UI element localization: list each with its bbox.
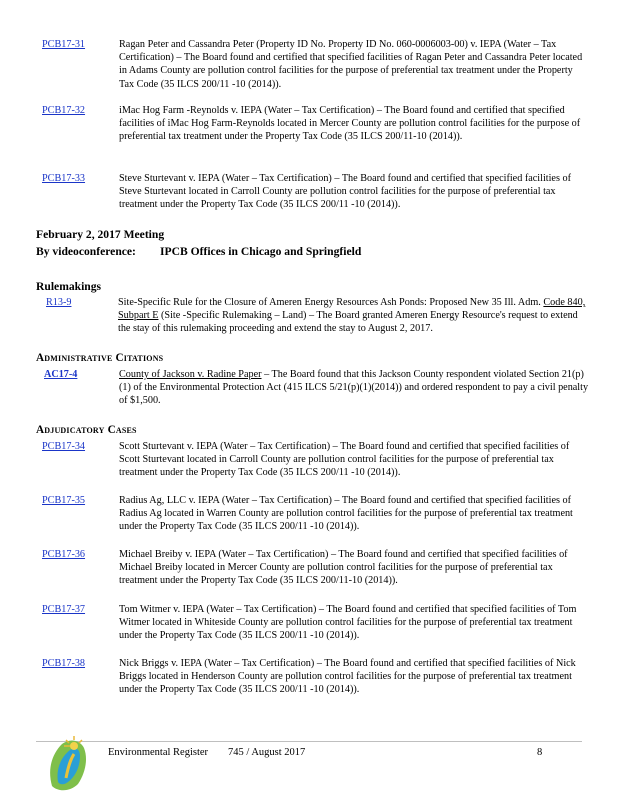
case-entry	[42, 440, 590, 480]
footer-divider	[36, 741, 582, 742]
citation-entry	[42, 368, 590, 408]
underlined-case-title: County of Jackson v. Radine Paper	[119, 369, 262, 380]
case-entry	[42, 657, 590, 697]
citation-description	[119, 368, 590, 408]
register-logo-icon	[44, 734, 94, 794]
case-number-link[interactable]: PCB17-31	[42, 39, 86, 50]
footer-title: Environmental Register	[108, 747, 209, 758]
case-description: Nick Briggs v. IEPA (Water – Tax Certification) – The Board found and certified that specified facilities of Nick Briggs located in Henderson County are pollution control facilities for the purpose of preferential tax treatment under the Property Tax Code (35 ILCS 200/11 -10 (2014)).	[119, 658, 576, 696]
meeting-location-line	[36, 244, 362, 260]
section-heading-adjudicatory: Adjudicatory Cases	[36, 424, 137, 436]
case-description: Radius Ag, LLC v. IEPA (Water – Tax Certification) – The Board found and certified that specified facilities of Radius Ag located in Warren County are pollution control facilities for the purpose of preferential tax treatment under the Property Tax Code (35 ILCS 200/11 -10 (2014)).	[119, 495, 573, 533]
case-number-link[interactable]: PCB17-32	[42, 105, 86, 116]
meeting-date: February 2, 2017 Meeting	[36, 228, 165, 241]
case-description: Michael Breiby v. IEPA (Water – Tax Certification) – The Board found and certified that specified facilities of Michael Breiby located in Mercer County are pollution control facilities for the purpose of preferential tax treatment under the Property Tax Code (35 ILCS 200/11-10 (2014)).	[119, 549, 568, 587]
case-description: Ragan Peter and Cassandra Peter (Property ID No. Property ID No. 060-0006003-00) v. IEPA (Water – Tax Certification) – The Board found and certified that specified facilities of Ragan Peter and Cassandra Peter located in Adams County are pollution control facilities for the purpose of preferential tax treatment under the Property Tax Code (35 ILCS 200/11 -10 (2014)).	[119, 39, 583, 90]
text-segment: – The Board found that this Jackson County respondent violated Section 21(p)(1) of the Environmental Protection Act (415 ILCS 5/21(p)(1)(2014)) and ordered respondent to pay a civil penalty of $1,500.	[119, 369, 589, 407]
case-description: Scott Sturtevant v. IEPA (Water – Tax Certification) – The Board found and certified that specified facilities of Scott Sturtevant located in Carroll County are pollution control facilities for the purpose of preferential tax treatment under the Property Tax Code (35 ILCS 200/11 -10 (2014)).	[119, 441, 570, 479]
section-heading-rulemakings: Rulemakings	[36, 280, 102, 293]
citation-number-link[interactable]: AC17-4	[44, 369, 78, 380]
section-heading-admin-citations: Administrative Citations	[36, 352, 164, 364]
case-entry	[42, 548, 590, 588]
meeting-via: By videoconference:	[36, 245, 136, 258]
case-number-link[interactable]: PCB17-36	[42, 549, 86, 560]
case-number-link[interactable]: PCB17-38	[42, 658, 86, 669]
footer-issue: 745 / August 2017	[228, 747, 306, 758]
case-entry	[42, 38, 590, 91]
rulemaking-entry	[42, 296, 590, 336]
case-number-link[interactable]: PCB17-33	[42, 173, 86, 184]
case-description: iMac Hog Farm -Reynolds v. IEPA (Water – Tax Certification) – The Board found and certified that specified facilities of iMac Hog Farm-Reynolds located in Mercer County are pollution control facilities for the purpose of preferential tax treatment under the Property Tax Code (35 ILCS 200/11-10 (2014)).	[119, 105, 581, 143]
case-entry	[42, 172, 590, 212]
text-segment: (Site -Specific Rulemaking – Land) – The Board granted Ameren Energy Resource's request to extend the stay of this rulemaking proceeding and extend the stay to August 2, 2017.	[118, 310, 578, 335]
rulemaking-number-link[interactable]: R13-9	[46, 297, 72, 308]
text-segment: Site-Specific Rule for the Closure of Ameren Energy Resources Ash Ponds: Proposed New 35 Ill. Adm.	[118, 297, 544, 308]
case-description: Steve Sturtevant v. IEPA (Water – Tax Certification) – The Board found and certified that specified facilities of Steve Sturtevant located in Carroll County are pollution control facilities for the purpose of preferential tax treatment under the Property Tax Code (35 ILCS 200/11 -10 (2014)).	[119, 173, 571, 211]
underlined-citation: Code 840, Subpart E	[118, 297, 586, 322]
case-number-link[interactable]: PCB17-37	[42, 604, 86, 615]
case-entry	[42, 104, 590, 144]
case-entry	[42, 603, 590, 643]
case-number-link[interactable]: PCB17-34	[42, 441, 86, 452]
meeting-location: IPCB Offices in Chicago and Springfield	[160, 245, 362, 258]
rulemaking-description	[118, 296, 590, 336]
footer-page-number: 8	[537, 747, 543, 758]
case-entry	[42, 494, 590, 534]
case-number-link[interactable]: PCB17-35	[42, 495, 86, 506]
case-description: Tom Witmer v. IEPA (Water – Tax Certification) – The Board found and certified that specified facilities of Tom Witmer located in Whiteside County are pollution control facilities for the purpose of preferential tax treatment under the Property Tax Code (35 ILCS 200/11 -10 (2014)).	[119, 604, 577, 642]
